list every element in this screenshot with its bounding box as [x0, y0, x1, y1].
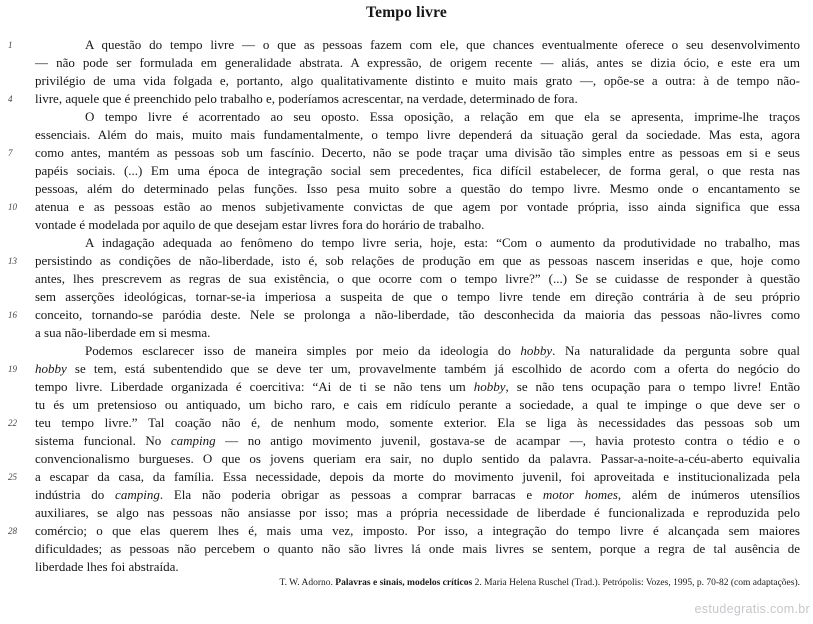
- text-segment: a sua não-liberdade em si mesma.: [35, 325, 211, 340]
- text-segment: antes, lhes prescrevem as regras de sua existência, o que ocorre com o tempo livre?” (...) Se se cuidasse de responder à questão: [35, 271, 800, 286]
- line-number: 28: [8, 526, 17, 536]
- text-segment: papéis sociais. (...) Em uma época de integração social sem precedentes, fica difícil estabelecer, de forma geral, o que resta nas: [35, 163, 800, 178]
- text-segment: T. W. Adorno.: [279, 578, 336, 588]
- text-line: [35, 324, 800, 342]
- italic-term: motor homes: [542, 487, 618, 502]
- line-number: 1: [8, 40, 13, 50]
- text-line: [35, 108, 800, 126]
- text-segment: livre, aquele que é preenchido pelo trabalho e, poderíamos acrescentar, na verdade, determinado de fora.: [35, 91, 578, 106]
- line-number: 7: [8, 148, 13, 158]
- text-line: [8, 90, 800, 108]
- line-number: 22: [8, 418, 17, 428]
- text-segment: pessoas, além do determinado pelas funções. Isso pesa muito sobre a questão do tempo livre. Mesmo onde o encantamento se: [35, 181, 800, 196]
- text-line: [35, 234, 800, 252]
- italic-term: camping: [170, 433, 216, 448]
- text-segment: comércio; o que elas querem lhes é, mais uma vez, imposto. Por isso, a integração do tempo livre é alcançada sem maiores: [35, 523, 800, 538]
- text-segment: sem asserções ideológicas, tornar-se-ia imperiosa a suspeita de que o tempo livre tende em direção contrária à de seu próprio: [35, 289, 800, 304]
- text-line: [8, 36, 800, 54]
- text-segment: como antes, mantém as pessoas sob um fascínio. Decerto, não se pode traçar uma divisão tão simples entre as pessoas em si e seus: [35, 145, 800, 160]
- italic-term: hobby: [520, 343, 553, 358]
- line-number: 4: [8, 94, 13, 104]
- text-segment: vontade é modelada por aquilo de que desejam estar livres fora do horário de trabalho.: [35, 217, 485, 232]
- text-segment: . Ela não poderia obrigar as pessoas a comprar barracas e: [159, 487, 543, 502]
- text-segment: privilégio de uma vida folgada e, portanto, algo qualitativamente distinto e muito mais grato —, opõe-se a outra: à de tempo não-: [35, 73, 800, 88]
- italic-term: hobby: [35, 361, 67, 376]
- text-line: [35, 342, 800, 360]
- text-segment: teu tempo livre.” Tal coação não é, de nenhum modo, somente exterior. Ela se liga às necessidades das pessoas sob um: [35, 415, 800, 430]
- text-segment: a escapar da casa, da família. Essa necessidade, depois da morte do movimento juvenil, foi aproveitada e institucionalizada pela: [35, 469, 800, 484]
- text-line: [35, 432, 800, 450]
- text-line: [35, 180, 800, 198]
- text-segment: liberdade lhes foi abstraída.: [35, 559, 179, 574]
- text-line: [8, 144, 800, 162]
- text-segment: — no antigo movimento juvenil, gostava-se de acampar —, havia protesto contra o tédio e o: [215, 433, 800, 448]
- text-line: [35, 54, 800, 72]
- text-line: [35, 270, 800, 288]
- text-line: [35, 504, 800, 522]
- text-segment: essenciais. Além do mais, muito mais fundamentalmente, o tempo livre dependerá da situação geral da sociedade. Mas esta, agora: [35, 127, 800, 142]
- text-line: [8, 198, 800, 216]
- text-segment: A indagação adequada ao fenômeno do tempo livre seria, hoje, esta: “Com o aumento da produtividade no trabalho, mas: [85, 235, 800, 250]
- text-segment: conceito, tornando-se paródia deste. Nele se prolonga a não-liberdade, tão desconhecida da maioria das pessoas não-livres como: [35, 307, 800, 322]
- text-block: [8, 36, 800, 576]
- text-segment: , se não tens ocupação para o tempo livre! Então: [505, 379, 800, 394]
- citation: [279, 577, 800, 590]
- text-segment: Podemos esclarecer isso de maneira simples por meio da ideologia do: [85, 343, 521, 358]
- text-line: [35, 450, 800, 468]
- text-line: [8, 306, 800, 324]
- line-number: 16: [8, 310, 17, 320]
- text-segment: . Na naturalidade da pergunta sobre qual: [552, 343, 800, 358]
- italic-term: camping: [115, 487, 160, 502]
- text-line: [8, 360, 800, 378]
- text-segment: atenua e as pessoas estão ao menos subjetivamente convictas de que agem por vontade própria, isso ainda significa que essa: [35, 199, 800, 214]
- text-segment: O tempo livre é acorrentado ao seu oposto. Essa oposição, a relação em que ela se apresenta, imprime-lhe traços: [85, 109, 800, 124]
- text-segment: auxiliares, se algo nas pessoas não ansiasse por isso; mas a própria necessidade de liberdade é funcionalizada e reproduzida pelo: [35, 505, 800, 520]
- text-line: [35, 126, 800, 144]
- text-line: [35, 216, 800, 234]
- text-segment: — não pode ser formulada em generalidade abstrata. A expressão, de origem recente — aliás, antes se dizia ócio, e este era um: [35, 55, 800, 70]
- line-number: 19: [8, 364, 17, 374]
- italic-term: hobby: [473, 379, 506, 394]
- text-line: [8, 468, 800, 486]
- text-segment: indústria do: [35, 487, 116, 502]
- text-line: [8, 414, 800, 432]
- text-line: [8, 252, 800, 270]
- watermark: estudegratis.com.br: [694, 602, 810, 616]
- text-segment: A questão do tempo livre — o que as pessoas fazem com ele, que chances eventualmente oferece o seu desenvolvimento: [85, 37, 800, 52]
- text-line: [35, 378, 800, 396]
- page-title: Tempo livre: [366, 4, 447, 21]
- text-line: [35, 558, 800, 576]
- text-segment: tempo livre. Liberdade organizada é coercitiva: “Ai de ti se não tens um: [35, 379, 474, 394]
- text-line: [35, 540, 800, 558]
- text-segment: convencionalismo burgueses. O que os jovens queriam era sair, no duplo sentido da palavra. Passar-a-noite-a-céu-aberto equivalia: [35, 451, 800, 466]
- text-line: [35, 162, 800, 180]
- text-segment: , além de inúmeros utensílios: [617, 487, 800, 502]
- line-number: 10: [8, 202, 17, 212]
- text-segment: 2. Maria Helena Ruschel (Trad.). Petrópolis: Vozes, 1995, p. 70-82 (com adaptações).: [472, 578, 800, 588]
- text-line: [8, 522, 800, 540]
- text-segment: tu és um pretensioso ou antiquado, um bicho raro, e cais em ridículo perante a sociedade, a qual te impinge o que deve ser o: [35, 397, 800, 412]
- line-number: 25: [8, 472, 17, 482]
- text-line: [35, 486, 800, 504]
- text-segment: dificuldades; as pessoas não percebem o quanto não são livres lá onde mais livres se sentem, porque a regra de tal ausência de: [35, 541, 800, 556]
- text-segment: sistema funcional. No: [35, 433, 171, 448]
- bold-term: Palavras e sinais, modelos críticos: [335, 578, 473, 588]
- text-segment: persistindo as condições de não-liberdade, isto é, sob relações de produção em que as pessoas nascem inseridas e que, hoje como: [35, 253, 800, 268]
- text-line: [35, 396, 800, 414]
- text-line: [35, 72, 800, 90]
- text-line: [35, 288, 800, 306]
- line-number: 13: [8, 256, 17, 266]
- text-segment: se tem, está subentendido que se deve ter um, provavelmente também já escolhido de acordo com a oferta do negócio do: [66, 361, 800, 376]
